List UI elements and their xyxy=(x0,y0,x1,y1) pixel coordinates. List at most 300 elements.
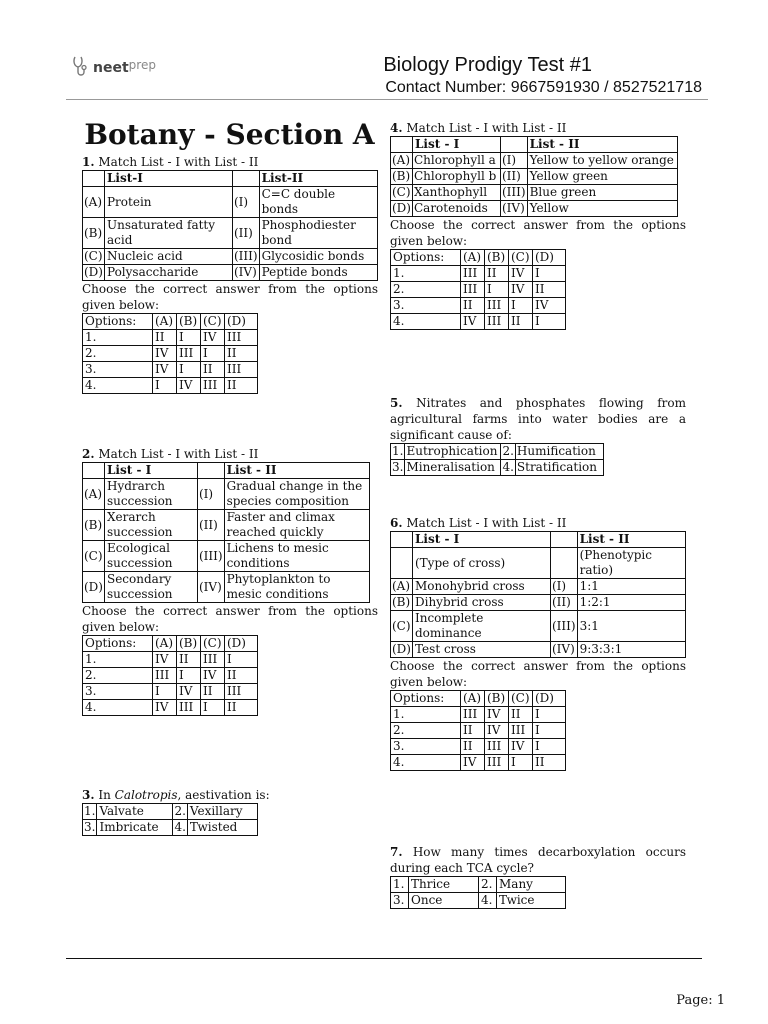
list-1-header: List - I xyxy=(104,463,197,479)
row-label: (B) xyxy=(83,510,105,541)
page-number: Page: 1 xyxy=(676,993,725,1008)
question-7 xyxy=(390,844,686,909)
list-2-header: List-II xyxy=(259,171,377,187)
list-1-item: Secondary succession xyxy=(104,572,197,603)
list-1-item: Ecological succession xyxy=(104,541,197,572)
option-number: 3. xyxy=(391,298,461,314)
option-text[interactable]: Stratification xyxy=(515,460,603,476)
list-2-item: Blue green xyxy=(527,185,677,201)
list-2-header: List - II xyxy=(224,463,369,479)
option-row[interactable] xyxy=(391,755,566,771)
options-table xyxy=(390,876,566,909)
option-cell: IV xyxy=(509,282,533,298)
options-header: (D) xyxy=(225,636,258,652)
options-header: Options: xyxy=(83,636,153,652)
question-3-stem xyxy=(82,787,378,803)
list-1-item: Polysaccharide xyxy=(104,265,232,281)
option-cell: III xyxy=(461,282,485,298)
row-label: (I) xyxy=(550,579,577,595)
option-cell: IV xyxy=(201,668,225,684)
option-cell: IV xyxy=(153,652,177,668)
option-number: 3. xyxy=(391,893,409,909)
footer-divider xyxy=(66,958,702,959)
option-row[interactable] xyxy=(391,282,566,298)
logo-text xyxy=(93,58,156,76)
options-header: (D) xyxy=(533,250,566,266)
table-row xyxy=(391,642,686,658)
row-label: (A) xyxy=(83,479,105,510)
list-1-header: List-I xyxy=(104,171,232,187)
logo-text-neet: neet xyxy=(93,60,129,76)
options-table xyxy=(82,803,258,836)
options-table xyxy=(390,443,604,476)
list-1-item: Incomplete dominance xyxy=(412,611,550,642)
row-label: (III) xyxy=(550,611,577,642)
option-text[interactable]: Humification xyxy=(515,444,603,460)
row-label: (A) xyxy=(391,579,413,595)
row-label: (I) xyxy=(197,479,224,510)
option-row[interactable] xyxy=(391,444,604,460)
option-number: 1. xyxy=(83,652,153,668)
option-cell: IV xyxy=(533,298,566,314)
list-2-item: 9:3:3:1 xyxy=(577,642,685,658)
row-label: (C) xyxy=(84,249,103,263)
question-1-stem xyxy=(82,154,378,170)
option-text[interactable]: Imbricate xyxy=(97,820,173,836)
list-2-item: Faster and climax reached quickly xyxy=(224,510,369,541)
question-text: Match List - I with List - II xyxy=(406,121,567,135)
option-cell: III xyxy=(177,346,201,362)
option-number: 1. xyxy=(391,707,461,723)
options-header: (B) xyxy=(485,691,509,707)
option-cell: II xyxy=(485,266,509,282)
row-label: (A) xyxy=(391,153,413,169)
option-number: 4. xyxy=(83,700,153,716)
option-cell: II xyxy=(177,652,201,668)
option-number: 2. xyxy=(391,282,461,298)
option-row[interactable] xyxy=(391,298,566,314)
option-cell: IV xyxy=(485,707,509,723)
option-cell: I xyxy=(201,700,225,716)
table-header-row xyxy=(83,314,258,330)
question-1 xyxy=(82,154,378,394)
list-1-item: Chlorophyll a xyxy=(412,153,500,169)
option-cell: III xyxy=(509,723,533,739)
option-cell: IV xyxy=(509,739,533,755)
test-title: Biology Prodigy Test #1 xyxy=(383,54,592,76)
option-cell: I xyxy=(177,362,201,378)
options-header: (B) xyxy=(485,250,509,266)
table-row xyxy=(391,185,678,201)
option-text[interactable]: Valvate xyxy=(97,804,173,820)
row-label: (IV) xyxy=(550,642,577,658)
option-cell: IV xyxy=(461,755,485,771)
choose-instruction: Choose the correct answer from the options given below: xyxy=(82,604,378,634)
table-row xyxy=(83,187,378,218)
table-header-row xyxy=(391,532,686,548)
option-cell: I xyxy=(533,314,566,330)
row-label: (I) xyxy=(232,187,259,218)
question-2-stem xyxy=(82,446,378,462)
table-row xyxy=(391,579,686,595)
option-number: 2. xyxy=(479,877,497,893)
options-table xyxy=(390,690,566,771)
table-header-row xyxy=(83,636,258,652)
table-row xyxy=(83,572,370,603)
question-number: 5. xyxy=(390,396,403,410)
list-1-item: Test cross xyxy=(412,642,550,658)
table-row xyxy=(83,541,370,572)
table-row xyxy=(391,169,678,185)
option-text[interactable]: Once xyxy=(409,893,479,909)
header-divider xyxy=(66,99,708,100)
row-label: (C) xyxy=(392,185,411,199)
table-subheader-row xyxy=(391,548,686,579)
question-7-stem xyxy=(390,844,686,876)
row-label: (D) xyxy=(392,201,411,215)
options-header: (C) xyxy=(509,250,533,266)
row-label: (D) xyxy=(84,265,103,279)
option-number: 1. xyxy=(391,877,409,893)
row-label: (C) xyxy=(391,611,413,642)
list-2-item: Gradual change in the species composition xyxy=(224,479,369,510)
row-label: (II) xyxy=(550,595,577,611)
option-row[interactable] xyxy=(83,378,258,394)
match-table xyxy=(82,170,378,281)
option-cell: I xyxy=(509,755,533,771)
option-cell: IV xyxy=(485,723,509,739)
list-1-subheader: (Type of cross) xyxy=(412,548,550,579)
option-number: 1. xyxy=(392,444,404,458)
option-number: 1. xyxy=(391,266,461,282)
option-cell: I xyxy=(533,739,566,755)
choose-instruction: Choose the correct answer from the options given below: xyxy=(82,282,378,312)
list-1-header: List - I xyxy=(412,137,500,153)
table-header-row xyxy=(83,171,378,187)
question-number: 4. xyxy=(390,121,403,135)
options-header: (C) xyxy=(201,314,225,330)
list-2-item: Phytoplankton to mesic conditions xyxy=(224,572,369,603)
option-cell: I xyxy=(533,707,566,723)
option-number: 2. xyxy=(502,444,514,458)
list-2-item: 1:2:1 xyxy=(577,595,685,611)
table-row xyxy=(83,265,378,281)
option-number: 4. xyxy=(174,820,186,834)
table-header-row xyxy=(391,691,566,707)
list-2-item: Yellow green xyxy=(527,169,677,185)
option-row[interactable] xyxy=(391,723,566,739)
question-number: 2. xyxy=(82,447,95,461)
list-1-item: Xanthophyll xyxy=(412,185,500,201)
option-cell: III xyxy=(485,298,509,314)
option-cell: I xyxy=(153,684,177,700)
option-row[interactable] xyxy=(83,652,258,668)
options-table xyxy=(390,249,566,330)
match-table xyxy=(390,136,678,217)
question-text: How many times decarboxylation occurs during each TCA cycle? xyxy=(390,845,686,875)
list-2-item: 3:1 xyxy=(577,611,685,642)
option-cell: IV xyxy=(153,362,177,378)
option-row[interactable] xyxy=(83,330,258,346)
list-2-item: Peptide bonds xyxy=(259,265,377,281)
row-label: (III) xyxy=(233,249,258,263)
option-cell: III xyxy=(153,668,177,684)
list-2-item: Phosphodiester bond xyxy=(259,218,377,249)
option-row[interactable] xyxy=(83,668,258,684)
option-row[interactable] xyxy=(391,893,566,909)
option-number: 3. xyxy=(83,684,153,700)
row-label: (II) xyxy=(232,218,259,249)
contact-number: Contact Number: 9667591930 / 8527521718 xyxy=(385,79,702,96)
options-table xyxy=(82,313,258,394)
option-row[interactable] xyxy=(83,362,258,378)
list-1-header: List - I xyxy=(412,532,550,548)
option-number: 4. xyxy=(479,893,497,909)
table-row xyxy=(391,201,678,217)
option-cell: III xyxy=(225,684,258,700)
question-number: 7. xyxy=(390,845,403,859)
question-3 xyxy=(82,787,378,836)
row-label: (B) xyxy=(391,169,413,185)
question-4 xyxy=(390,120,686,330)
row-label: (C) xyxy=(83,541,105,572)
question-4-stem xyxy=(390,120,686,136)
list-1-item: Chlorophyll b xyxy=(412,169,500,185)
option-number: 3. xyxy=(83,362,153,378)
option-cell: I xyxy=(153,378,177,394)
row-label: (IV) xyxy=(197,572,224,603)
option-cell: I xyxy=(533,266,566,282)
question-text: Match List - I with List - II xyxy=(98,447,259,461)
option-cell: III xyxy=(177,700,201,716)
list-1-item: Monohybrid cross xyxy=(412,579,550,595)
list-1-item: Protein xyxy=(104,187,232,218)
option-cell: III xyxy=(485,314,509,330)
stethoscope-icon xyxy=(72,55,90,79)
option-cell: II xyxy=(225,378,258,394)
list-1-item: Carotenoids xyxy=(412,201,500,217)
option-cell: IV xyxy=(153,700,177,716)
option-cell: III xyxy=(461,266,485,282)
question-number: 6. xyxy=(390,516,403,530)
question-number: 3. xyxy=(82,788,95,802)
list-2-subheader: (Phenotypic ratio) xyxy=(577,548,685,579)
options-header: (A) xyxy=(461,691,485,707)
option-number: 3. xyxy=(84,820,96,834)
question-text: Nitrates and phosphates flowing from agricultural farms into water bodies are a significant cause of: xyxy=(390,396,686,442)
option-cell: I xyxy=(485,282,509,298)
option-row[interactable] xyxy=(391,707,566,723)
options-header: (B) xyxy=(177,314,201,330)
option-row[interactable] xyxy=(83,684,258,700)
row-label: (B) xyxy=(391,595,413,611)
option-cell: II xyxy=(225,346,258,362)
options-header: (C) xyxy=(509,691,533,707)
option-cell: IV xyxy=(461,314,485,330)
options-header: (C) xyxy=(201,636,225,652)
row-label: (A) xyxy=(83,187,105,218)
row-label: (I) xyxy=(500,153,527,169)
question-text: Match List - I with List - II xyxy=(98,155,259,169)
option-number: 4. xyxy=(391,755,461,771)
option-text[interactable]: Thrice xyxy=(409,877,479,893)
option-cell: III xyxy=(485,739,509,755)
table-row xyxy=(83,249,378,265)
option-cell: III xyxy=(225,362,258,378)
row-label: (II) xyxy=(500,169,527,185)
question-text-pre: In xyxy=(98,788,115,802)
option-row[interactable] xyxy=(83,820,258,836)
question-text-post: , aestivation is: xyxy=(177,788,270,802)
option-text[interactable]: Vexillary xyxy=(187,804,257,820)
row-label: (III) xyxy=(501,185,526,199)
option-cell: III xyxy=(201,652,225,668)
option-cell: I xyxy=(177,668,201,684)
option-cell: III xyxy=(225,330,258,346)
section-title: Botany - Section A xyxy=(84,118,375,151)
option-cell: I xyxy=(509,298,533,314)
list-1-item: Xerarch succession xyxy=(104,510,197,541)
option-cell: I xyxy=(533,723,566,739)
option-cell: IV xyxy=(153,346,177,362)
match-table xyxy=(82,462,370,603)
option-cell: II xyxy=(153,330,177,346)
list-2-item: 1:1 xyxy=(577,579,685,595)
option-number: 4. xyxy=(391,314,461,330)
options-header: (A) xyxy=(461,250,485,266)
options-header: (D) xyxy=(225,314,258,330)
table-row xyxy=(391,595,686,611)
option-cell: II xyxy=(225,668,258,684)
question-6-stem xyxy=(390,515,686,531)
option-text[interactable]: Mineralisation xyxy=(405,460,501,476)
list-2-header: List - II xyxy=(527,137,677,153)
option-cell: II xyxy=(201,362,225,378)
table-row xyxy=(83,510,370,541)
option-row[interactable] xyxy=(83,346,258,362)
list-2-item: C=C double bonds xyxy=(259,187,377,218)
choose-instruction: Choose the correct answer from the options given below: xyxy=(390,659,686,689)
option-row[interactable] xyxy=(83,804,258,820)
list-2-item: Yellow to yellow orange xyxy=(527,153,677,169)
table-row xyxy=(391,153,678,169)
option-cell: I xyxy=(225,652,258,668)
list-2-item: Lichens to mesic conditions xyxy=(224,541,369,572)
table-header-row xyxy=(391,137,678,153)
option-text[interactable]: Eutrophication xyxy=(405,444,501,460)
list-2-item: Yellow xyxy=(527,201,677,217)
option-cell: II xyxy=(533,755,566,771)
option-number: 3. xyxy=(391,739,461,755)
option-row[interactable] xyxy=(83,700,258,716)
option-number: 1. xyxy=(83,330,153,346)
option-cell: II xyxy=(509,707,533,723)
row-label: (B) xyxy=(83,218,105,249)
list-1-item: Hydrarch succession xyxy=(104,479,197,510)
options-header: (A) xyxy=(153,636,177,652)
list-2-header: List - II xyxy=(577,532,685,548)
option-row[interactable] xyxy=(391,266,566,282)
option-number: 4. xyxy=(502,460,514,474)
row-label: (D) xyxy=(392,642,411,656)
option-row[interactable] xyxy=(391,314,566,330)
option-cell: I xyxy=(177,330,201,346)
row-label: (D) xyxy=(83,572,105,603)
match-table xyxy=(390,531,686,658)
option-cell: II xyxy=(461,739,485,755)
question-text: Match List - I with List - II xyxy=(406,516,567,530)
option-text[interactable]: Twice xyxy=(497,893,566,909)
option-number: 2. xyxy=(83,668,153,684)
option-number: 2. xyxy=(174,804,186,818)
option-cell: III xyxy=(461,707,485,723)
option-row[interactable] xyxy=(391,877,566,893)
options-header: (A) xyxy=(153,314,177,330)
option-text[interactable]: Twisted xyxy=(187,820,257,836)
question-number: 1. xyxy=(82,155,95,169)
options-table xyxy=(82,635,258,716)
option-cell: III xyxy=(485,755,509,771)
table-row xyxy=(391,611,686,642)
options-header: Options: xyxy=(391,691,461,707)
option-number: 2. xyxy=(83,346,153,362)
question-6 xyxy=(390,515,686,771)
row-label: (IV) xyxy=(500,201,527,217)
table-header-row xyxy=(391,250,566,266)
row-label: (IV) xyxy=(232,265,259,281)
list-2-item: Glycosidic bonds xyxy=(259,249,377,265)
option-cell: II xyxy=(461,298,485,314)
option-row[interactable] xyxy=(391,739,566,755)
logo-text-prep: prep xyxy=(128,58,156,72)
option-cell: II xyxy=(201,684,225,700)
list-1-item: Dihybrid cross xyxy=(412,595,550,611)
options-header: Options: xyxy=(391,250,461,266)
option-cell: I xyxy=(201,346,225,362)
choose-instruction: Choose the correct answer from the options given below: xyxy=(390,218,686,248)
question-2 xyxy=(82,446,378,716)
option-cell: IV xyxy=(201,330,225,346)
question-5 xyxy=(390,395,686,476)
option-cell: IV xyxy=(509,266,533,282)
row-label: (II) xyxy=(197,510,224,541)
options-header: Options: xyxy=(83,314,153,330)
option-cell: III xyxy=(201,378,225,394)
options-header: (B) xyxy=(177,636,201,652)
neetprep-logo xyxy=(72,54,167,80)
option-cell: II xyxy=(509,314,533,330)
list-1-item: Nucleic acid xyxy=(104,249,232,265)
option-cell: II xyxy=(533,282,566,298)
option-cell: II xyxy=(461,723,485,739)
question-5-stem xyxy=(390,395,686,443)
table-header-row xyxy=(83,463,370,479)
option-number: 1. xyxy=(84,804,96,818)
option-row[interactable] xyxy=(391,460,604,476)
table-row xyxy=(83,479,370,510)
option-number: 4. xyxy=(83,378,153,394)
option-number: 3. xyxy=(392,460,404,474)
option-text[interactable]: Many xyxy=(497,877,566,893)
option-cell: IV xyxy=(177,684,201,700)
option-cell: II xyxy=(225,700,258,716)
question-text-italic: Calotropis xyxy=(114,788,178,802)
table-row xyxy=(83,218,378,249)
option-number: 2. xyxy=(391,723,461,739)
option-cell: IV xyxy=(177,378,201,394)
options-header: (D) xyxy=(533,691,566,707)
list-1-item: Unsaturated fatty acid xyxy=(104,218,232,249)
